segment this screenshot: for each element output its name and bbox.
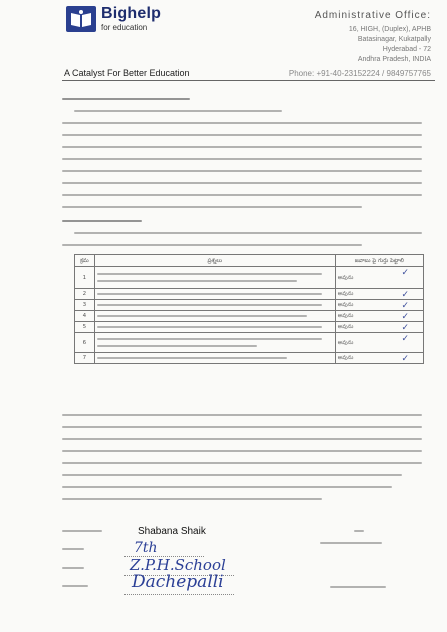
header-divider: [62, 80, 435, 81]
answer-label: అవును: [337, 355, 354, 361]
answer-cell[interactable]: [335, 300, 423, 311]
office-address-line: Hyderabad - 72: [382, 46, 431, 53]
class-value[interactable]: 7th: [134, 540, 158, 556]
answer-label: అవును: [337, 274, 354, 281]
row-question: [94, 322, 335, 333]
student-name-label: [62, 530, 102, 532]
answer-label: అవును: [337, 302, 354, 308]
answer-cell[interactable]: [335, 353, 423, 364]
answer-cell[interactable]: [335, 322, 423, 333]
row-number: 4: [75, 311, 95, 322]
answer-cell[interactable]: [335, 311, 423, 322]
table-header-question: ప్రశ్నలు: [94, 255, 335, 267]
answer-cell[interactable]: [335, 333, 423, 353]
brand-subtitle: for education: [101, 23, 148, 32]
signature-line: [354, 530, 364, 532]
table-row: [75, 322, 424, 333]
row-number: 1: [75, 267, 95, 289]
check-mark-icon: ✓: [401, 334, 409, 344]
row-question: [94, 267, 335, 289]
table-row: [75, 300, 424, 311]
signatory-title: [330, 586, 386, 588]
student-name-value[interactable]: Shabana Shaik: [138, 526, 206, 537]
check-mark-icon: ✓: [401, 312, 409, 322]
village-label: [62, 585, 88, 587]
table-header-number: క్రమ: [75, 255, 95, 267]
office-phone: Phone: +91-40-23152224 / 9849757765: [288, 69, 431, 78]
answer-label: అవును: [337, 324, 354, 330]
table-row: [75, 267, 424, 289]
table-row: [75, 353, 424, 364]
row-question: [94, 311, 335, 322]
school-label: [62, 567, 84, 569]
school-value[interactable]: Z.P.H.School: [130, 556, 226, 574]
tagline: A Catalyst For Better Education: [64, 68, 190, 78]
row-number: 7: [75, 353, 95, 364]
check-mark-icon: ✓: [401, 301, 409, 311]
row-question: [94, 333, 335, 353]
row-number: 6: [75, 333, 95, 353]
check-mark-icon: ✓: [401, 268, 409, 278]
office-address-line: 16, HIGH, (Duplex), APHB: [348, 26, 431, 33]
book-logo-icon: [66, 6, 96, 32]
check-mark-icon: ✓: [401, 323, 409, 333]
answer-cell[interactable]: [335, 267, 423, 289]
office-address-line: Andhra Pradesh, INDIA: [357, 56, 431, 63]
check-mark-icon: ✓: [401, 354, 409, 364]
row-number: 5: [75, 322, 95, 333]
office-title: Administrative Office:: [314, 10, 431, 21]
table-header-row: [75, 255, 424, 267]
answer-cell[interactable]: [335, 289, 423, 300]
table-row: [75, 311, 424, 322]
village-value[interactable]: Dachepalli: [132, 572, 224, 592]
village-underline: [124, 594, 234, 595]
table-row: [75, 289, 424, 300]
check-mark-icon: ✓: [401, 290, 409, 300]
class-label: [62, 548, 84, 550]
questionnaire-table: [74, 254, 424, 364]
row-number: 3: [75, 300, 95, 311]
office-address-line: Batasinagar, Kukatpally: [357, 36, 431, 43]
brand-name: Bighelp: [101, 5, 162, 22]
table-row: [75, 333, 424, 353]
table-header-answer: జవాబు పై గుర్తు పెట్టాలి: [335, 255, 423, 267]
answer-label: అవును: [337, 291, 354, 297]
row-number: 2: [75, 289, 95, 300]
answer-label: అవును: [337, 313, 354, 319]
answer-label: అవును: [337, 339, 354, 346]
signature-line: [320, 542, 382, 544]
row-question: [94, 353, 335, 364]
row-question: [94, 289, 335, 300]
row-question: [94, 300, 335, 311]
